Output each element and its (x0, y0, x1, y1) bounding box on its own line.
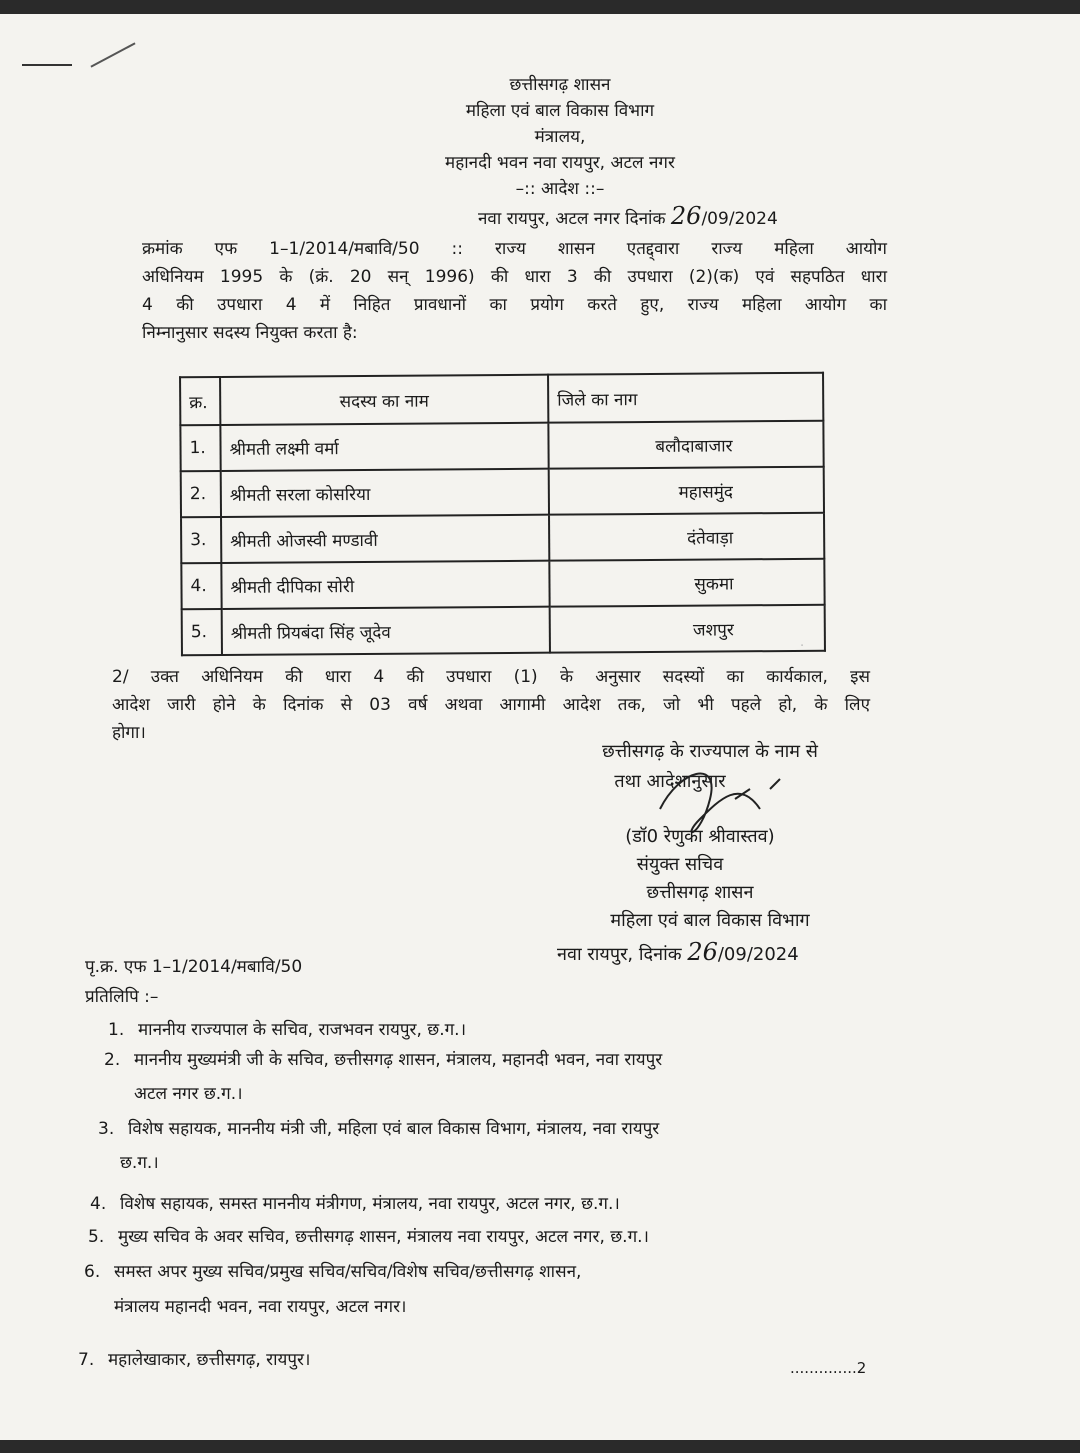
row-member-name: श्रीमती लक्ष्मी वर्मा (220, 423, 548, 471)
copy-label: प्रतिलिपि :– (85, 987, 159, 1007)
row-member-name: श्रीमती सरला कोसरिया (221, 469, 549, 517)
row-serial: 4. (181, 563, 221, 609)
list-item-continued: अटल नगर छ.ग.। (134, 1084, 243, 1104)
row-serial: 3. (181, 517, 221, 563)
order-title: –:: आदेश ::– (515, 179, 605, 199)
intro-line-1: क्रमांक एफ 1–1/2014/मबावि/50 :: राज्य शासन एतद्द्वारा राज्य महिला आयोग (142, 239, 887, 259)
row-district: जशपुर (550, 605, 825, 653)
endorsement-ref: पृ.क्र. एफ 1–1/2014/मबावि/50 (85, 957, 303, 977)
para2-line-3: होगा। (112, 723, 146, 743)
table-row (180, 421, 823, 471)
members-table (179, 372, 826, 656)
header-department: महिला एवं बाल विकास विभाग (465, 101, 655, 121)
intro-line-2: अधिनियम 1995 के (क्रं. 20 सन् 1996) की धारा 3 की उपधारा (2)(क) एवं सहपठित धारा (142, 267, 887, 287)
table-row (181, 513, 824, 563)
table-row (181, 559, 824, 609)
order-date: नवा रायपुर, अटल नगर दिनांक 26/09/2024 (478, 202, 778, 230)
signature-order: तथा आदेशानुसार (614, 771, 726, 792)
row-serial: 2. (181, 471, 221, 517)
list-item-continued: मंत्रालय महानदी भवन, नवा रायपुर, अटल नगर। (114, 1297, 407, 1317)
col-header-district: जिले का नाग (548, 373, 823, 423)
header-address: महानदी भवन नवा रायपुर, अटल नगर (445, 153, 675, 173)
col-header-name: सदस्य का नाम (220, 375, 548, 425)
document-page (0, 14, 1080, 1440)
list-item: 7. महालेखाकार, छत्तीसगढ़, रायपुर। (78, 1350, 311, 1370)
row-district: दंतेवाड़ा (549, 513, 824, 561)
table-row (181, 467, 824, 517)
list-item: 6. समस्त अपर मुख्य सचिव/प्रमुख सचिव/सचिव/विशेष सचिव/छत्तीसगढ़ शासन, (84, 1262, 582, 1282)
list-item-continued: छ.ग.। (120, 1153, 159, 1173)
header-government: छत्तीसगढ़ शासन (509, 75, 611, 95)
list-item: 1. माननीय राज्यपाल के सचिव, राजभवन रायपुर, छ.ग.। (108, 1020, 467, 1040)
pen-mark-2 (90, 42, 135, 67)
row-serial: 5. (182, 609, 222, 655)
list-item: 2. माननीय मुख्यमंत्री जी के सचिव, छत्तीसगढ़ शासन, मंत्रालय, महानदी भवन, नवा रायपुर (104, 1050, 663, 1070)
intro-line-3: 4 की उपधारा 4 में निहित प्रावधानों का प्रयोग करते हुए, राज्य महिला आयोग का (142, 295, 887, 315)
signatory-name: (डॉ0 रेणुका श्रीवास्तव) (625, 826, 775, 847)
signatory-designation: संयुक्त सचिव (636, 854, 724, 875)
list-item: 3. विशेष सहायक, माननीय मंत्री जी, महिला एवं बाल विकास विभाग, मंत्रालय, नवा रायपुर (98, 1119, 660, 1139)
signatory-department: महिला एवं बाल विकास विभाग (610, 910, 810, 931)
list-item: 5. मुख्य सचिव के अवर सचिव, छत्तीसगढ़ शासन, मंत्रालय नवा रायपुर, अटल नगर, छ.ग.। (88, 1227, 649, 1247)
row-member-name: श्रीमती ओजस्वी मण्डावी (221, 515, 549, 563)
next-page-indicator: ..............2 (790, 1359, 867, 1377)
row-member-name: श्रीमती दीपिका सोरी (221, 561, 549, 609)
row-district: सुकमा (549, 559, 824, 607)
pen-mark (22, 64, 72, 66)
col-header-serial: क्र. (180, 377, 220, 425)
para2-line-2: आदेश जारी होने के दिनांक से 03 वर्ष अथवा आगामी आदेश तक, जो भी पहले हो, के लिए (112, 695, 870, 715)
endorsement-date: नवा रायपुर, दिनांक 26/09/2024 (557, 938, 799, 966)
row-member-name: श्रीमती प्रियबंदा सिंह जूदेव (222, 607, 550, 655)
para2-line-1: 2/ उक्त अधिनियम की धारा 4 की उपधारा (1) के अनुसार सदस्यों का कार्यकाल, इस (112, 667, 870, 687)
row-serial: 1. (180, 425, 220, 471)
list-item: 4. विशेष सहायक, समस्त माननीय मंत्रीगण, मंत्रालय, नवा रायपुर, अटल नगर, छ.ग.। (90, 1194, 620, 1214)
table-header-row (180, 373, 823, 425)
signature-authority: छत्तीसगढ़ के राज्यपाल के नाम से (602, 741, 818, 762)
header-ministry: मंत्रालय, (534, 127, 586, 147)
intro-line-4: निम्नानुसार सदस्य नियुक्त करता है: (142, 323, 358, 343)
row-district: महासमुंद (549, 467, 824, 515)
signatory-government: छत्तीसगढ़ शासन (646, 882, 754, 903)
faint-stamp: · (800, 639, 805, 654)
table-row (182, 605, 825, 655)
row-district: बलौदाबाजार (548, 421, 823, 469)
